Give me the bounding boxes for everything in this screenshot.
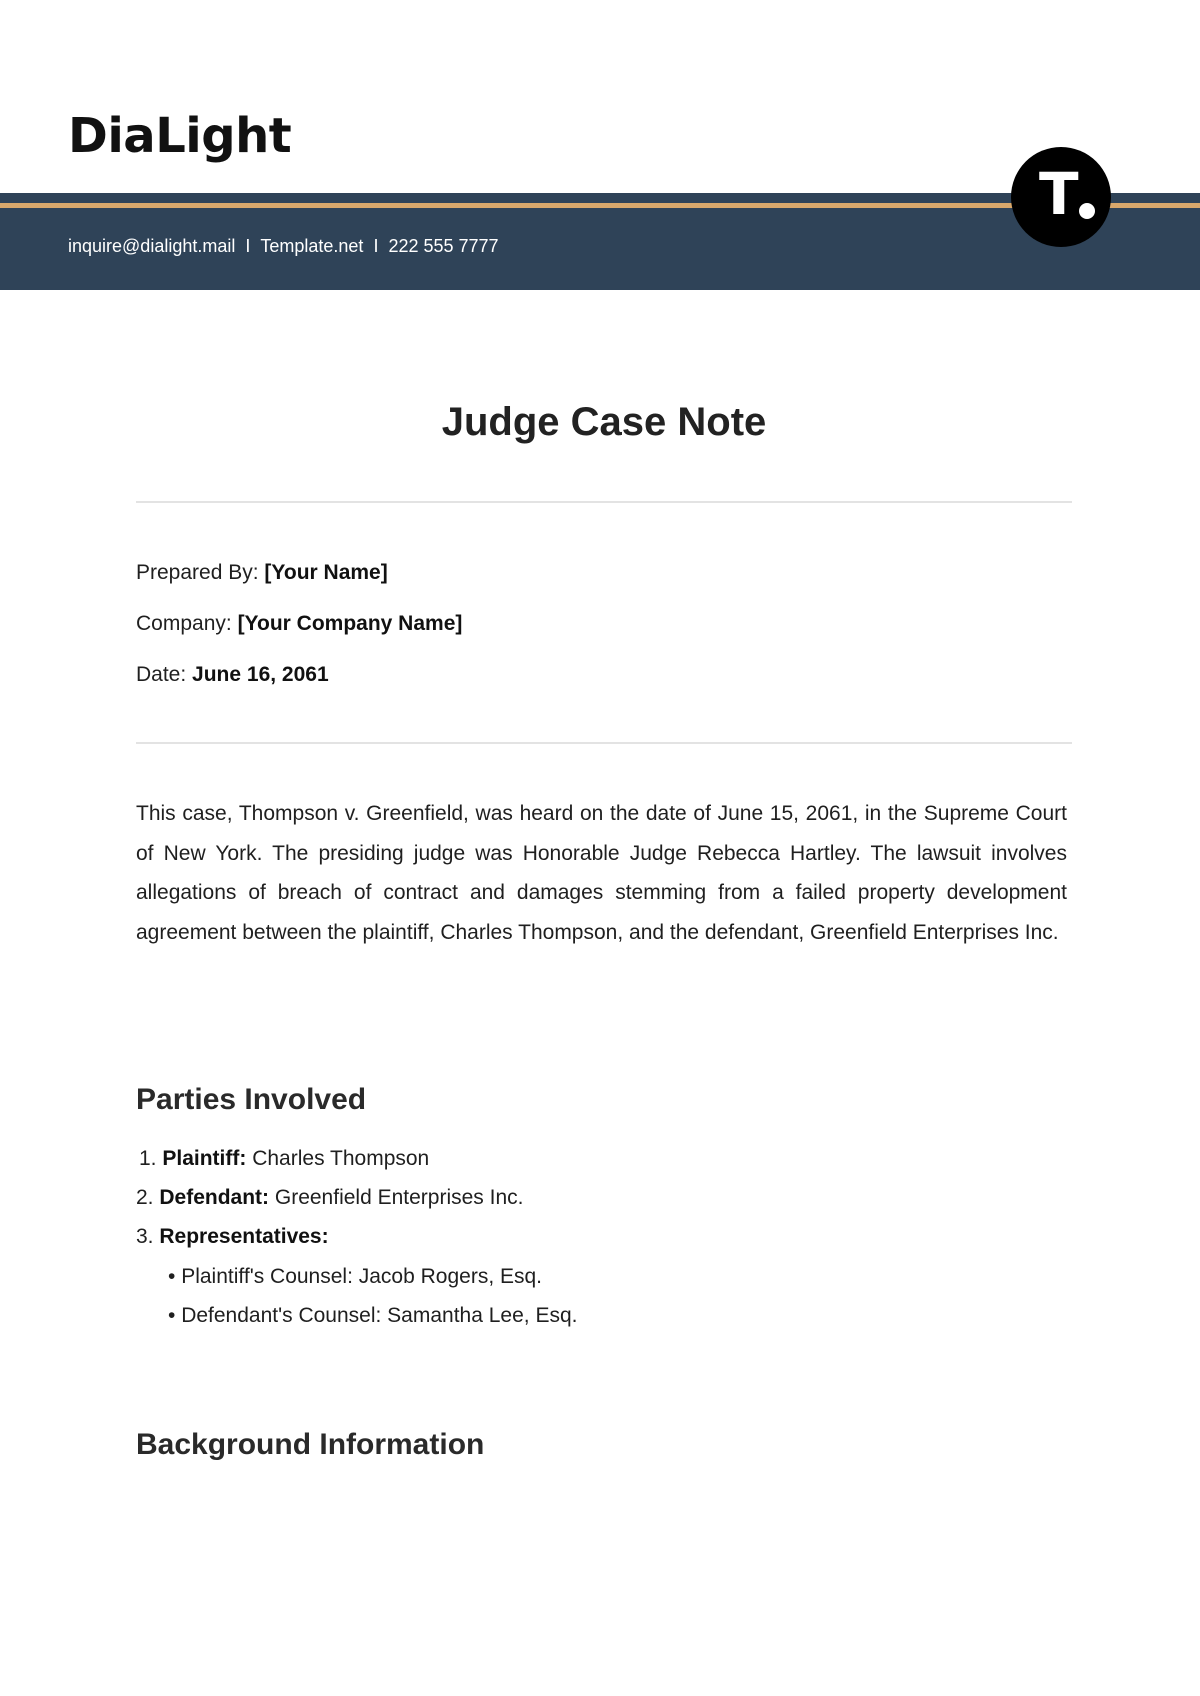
party-label: Defendant: [159,1186,270,1209]
logo-dot [1079,203,1095,219]
list-item [136,1187,524,1208]
template-logo-icon [1011,147,1111,247]
page-title: Judge Case Note [441,400,767,444]
list-item [168,1305,577,1326]
logo-letter: T [1039,160,1079,228]
meta-company [136,613,462,634]
contact-separator: I [245,236,251,256]
meta-date [136,664,329,685]
list-item [139,1148,429,1169]
company-brand: DiaLight [68,108,292,164]
meta-prepared-by [136,562,388,583]
contact-website: Template.net [260,236,364,256]
representative: Plaintiff's Counsel: Jacob Rogers, Esq. [181,1265,543,1288]
contact-separator: I [373,236,379,256]
party-label: Representatives: [159,1225,329,1248]
contact-line [68,237,499,255]
party-label: Plaintiff: [162,1147,247,1170]
list-item [168,1266,542,1287]
party-value: Greenfield Enterprises Inc. [274,1186,524,1209]
section-heading-background: Background Information [136,1428,485,1461]
divider [136,742,1072,744]
bullet: • [168,1265,176,1288]
meta-value: [Your Name] [264,561,388,584]
list-number: 2. [136,1186,154,1209]
bullet: • [168,1304,176,1327]
meta-value: June 16, 2061 [192,663,329,686]
contact-phone: 222 555 7777 [388,236,499,256]
contact-email: inquire@dialight.mail [68,236,236,256]
case-summary: This case, Thompson v. Greenfield, was heard on the date of June 15, 2061, in the Supreme Court of New York. The presiding judge was Honorable Judge Rebecca Hartley. The lawsuit involves allegations of breach of contract and damages stemming from a failed property development agreement between the plaintiff, Charles Thompson, and the defendant, Greenfield Enterprises Inc. [136,802,1067,944]
divider [136,501,1072,503]
section-heading-parties: Parties Involved [136,1083,367,1116]
list-number: 3. [136,1225,154,1248]
meta-label: Prepared By: [136,561,259,584]
party-value: Charles Thompson [252,1147,430,1170]
representative: Defendant's Counsel: Samantha Lee, Esq. [181,1304,578,1327]
list-number: 1. [139,1147,157,1170]
list-item [136,1226,329,1247]
meta-label: Date: [136,663,187,686]
meta-label: Company: [136,612,232,635]
meta-value: [Your Company Name] [237,612,463,635]
